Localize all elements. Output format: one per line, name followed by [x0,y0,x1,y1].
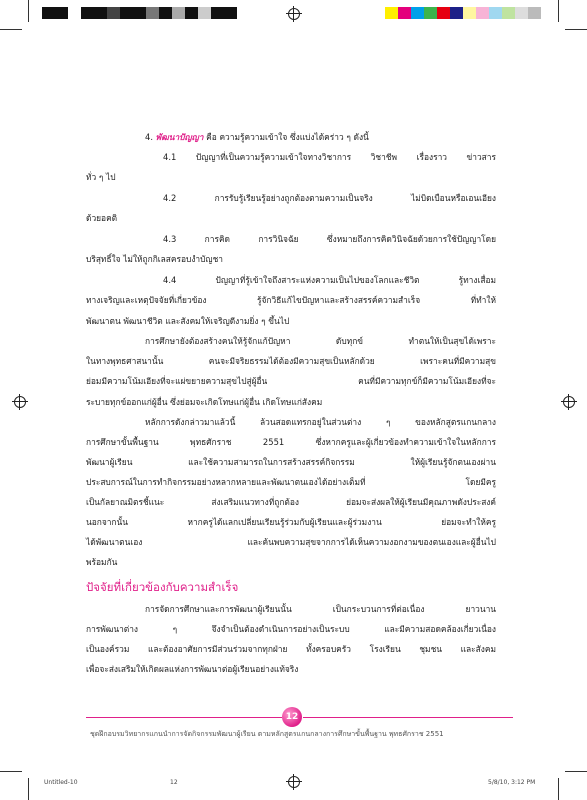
body-line: ได้พัฒนาตนเอง และค้นพบความสุขจากการได้เห็นความงอกงามของตนเองและผู้อื่นไป [86,536,496,547]
crop-mark [28,778,29,800]
body-line: ด้วยอคติ [86,212,118,223]
body-line: พัฒนาตน พัฒนาชีวิต และสังคมให้เจริญดีงามยิ่ง ๆ ขึ้นไป [86,315,290,326]
crop-mark [28,0,29,22]
body-line: ทั่ว ๆ ไป [86,171,116,182]
registration-mark-bottom [288,776,300,788]
page-number-badge: 12 [282,707,302,727]
crop-mark [565,771,587,772]
item-4-line [145,132,369,143]
slug-filename: Untitled-10 [44,779,78,786]
body-line: ย่อมมีความโน้มเอียงที่จะแผ่ขยายความสุขไปสู่ผู้อื่น คนที่มีความทุกข์ก็มีความโน้มเอียงที่จะ [86,376,496,387]
body-line: ในทางพุทธศาสนานั้น คนจะมีจริยธรรมได้ต้องมีความสุขเป็นหลักด้วย เพราะคนที่มีความสุข [86,356,496,367]
body-line: 4.1 ปัญญาที่เป็นความรู้ความเข้าใจทางวิชาการ วิชาชีพ เรื่องราว ข่าวสาร [163,151,496,162]
footer-caption: ชุดฝึกอบรมวิทยากรแกนนำการจัดกิจกรรมพัฒนาผู้เรียน ตามหลักสูตรแกนกลางการศึกษาขั้นพื้นฐาน พุทธศักราช 2551 [90,730,444,738]
footer-rule-right [303,717,513,718]
body-line: บริสุทธิ์ใจ ไม่ให้ถูกกิเลสครอบงำบัญชา [86,253,223,264]
body-line: ประสบการณ์ในการทำกิจกรรมอย่างหลากหลายและพัฒนาตนเองได้อย่างเต็มที่ โดยมีครู [86,476,496,487]
body-line: การศึกษาขั้นพื้นฐาน พุทธศักราช 2551 ซึ่งหากครูและผู้เกี่ยวข้องทำความเข้าใจในหลักการ [86,437,496,448]
body-line: 4.4 ปัญญาที่รู้เข้าใจถึงสาระแห่งความเป็นไปของโลกและชีวิต รู้ทางเสื่อม [163,274,496,285]
registration-mark-top [288,8,300,20]
crop-mark [558,0,559,22]
body-line: การจัดการศึกษาและการพัฒนาผู้เรียนนั้น เป็นกระบวนการที่ต่อเนื่อง ยาวนาน [145,603,496,614]
body-line: นอกจากนั้น หากครูได้แลกเปลี่ยนเรียนรู้ร่วมกับผู้เรียนและผู้ร่วมงาน ย่อมจะทำให้ครู [86,516,496,527]
body-line: พร้อมกัน [86,556,118,567]
body-line: เป็นกัลยาณมิตรชี้แนะ ส่งเสริมแนวทางที่ถูกต้อง ย่อมจะส่งผลให้ผู้เรียนมีคุณภาพดังประสงค์ [86,496,496,507]
crop-mark [0,771,22,772]
footer-rule-left [86,717,282,718]
body-line: เพื่อจะส่งเสริมให้เกิดผลแห่งการพัฒนาต่อผู้เรียนอย่างแท้จริง [86,664,299,674]
registration-mark-left [14,396,26,408]
body-line: การศึกษายังต้องสร้างคนให้รู้จักแก้ปัญหา ดับทุกข์ ทำตนให้เป็นสุขได้เพราะ [145,335,496,346]
body-line: เป็นองค์รวม และต้องอาศัยการมีส่วนร่วมจากทุกฝ่าย ทั้งครอบครัว โรงเรียน ชุมชน และสังคม [86,644,496,654]
body-line: ทางเจริญและเหตุปัจจัยที่เกี่ยวข้อง รู้จักวิธีแก้ไขปัญหาและสร้างสรรค์ความสำเร็จ ที่ทำให้ [86,294,496,305]
crop-mark [0,29,22,30]
item-number: 4. [145,132,153,142]
body-line: 4.3 การคิด การวินิจฉัย ซึ่งหมายถึงการคิดวินิจฉัยด้วยการใช้ปัญญาโดย [163,233,496,244]
slug-page: 12 [170,779,178,786]
body-line: การพัฒนาต่าง ๆ จึงจำเป็นต้องดำเนินการอย่างเป็นระบบ และมีความสอดคล้องเกี่ยวเนื่อง [86,624,496,634]
body-line: 4.2 การรับรู้เรียนรู้อย่างถูกต้องตามความเป็นจริง ไม่บิดเบือนหรือเอนเอียง [163,192,496,203]
crop-mark [565,29,587,30]
registration-mark-right [563,396,575,408]
body-line: หลักการดังกล่าวมาแล้วนี้ ล้วนสอดแทรกอยู่ในส่วนต่าง ๆ ของหลักสูตรแกนกลาง [145,417,496,428]
grayscale-bar-left [42,7,237,19]
item-description: คือ ความรู้ความเข้าใจ ซึ่งแบ่งได้คร่าว ๆ ดังนี้ [206,132,369,142]
slug-date: 5/8/10, 3:12 PM [488,779,536,786]
body-line: ระบายทุกข์ออกแก่ผู้อื่น ซึ่งย่อมจะเกิดโทษแก่ผู้อื่น เกิดโทษแก่สังคม [86,397,323,408]
section-heading: ปัจจัยที่เกี่ยวข้องกับความสำเร็จ [86,579,239,594]
color-bar-right [385,7,541,19]
item-term: พัฒนาปัญญา [155,132,204,142]
crop-mark [558,778,559,800]
body-line: พัฒนาผู้เรียน และใช้ความสามารถในการสร้างสรรค์กิจกรรม ให้ผู้เรียนรู้จักตนเองผ่าน [86,457,496,468]
